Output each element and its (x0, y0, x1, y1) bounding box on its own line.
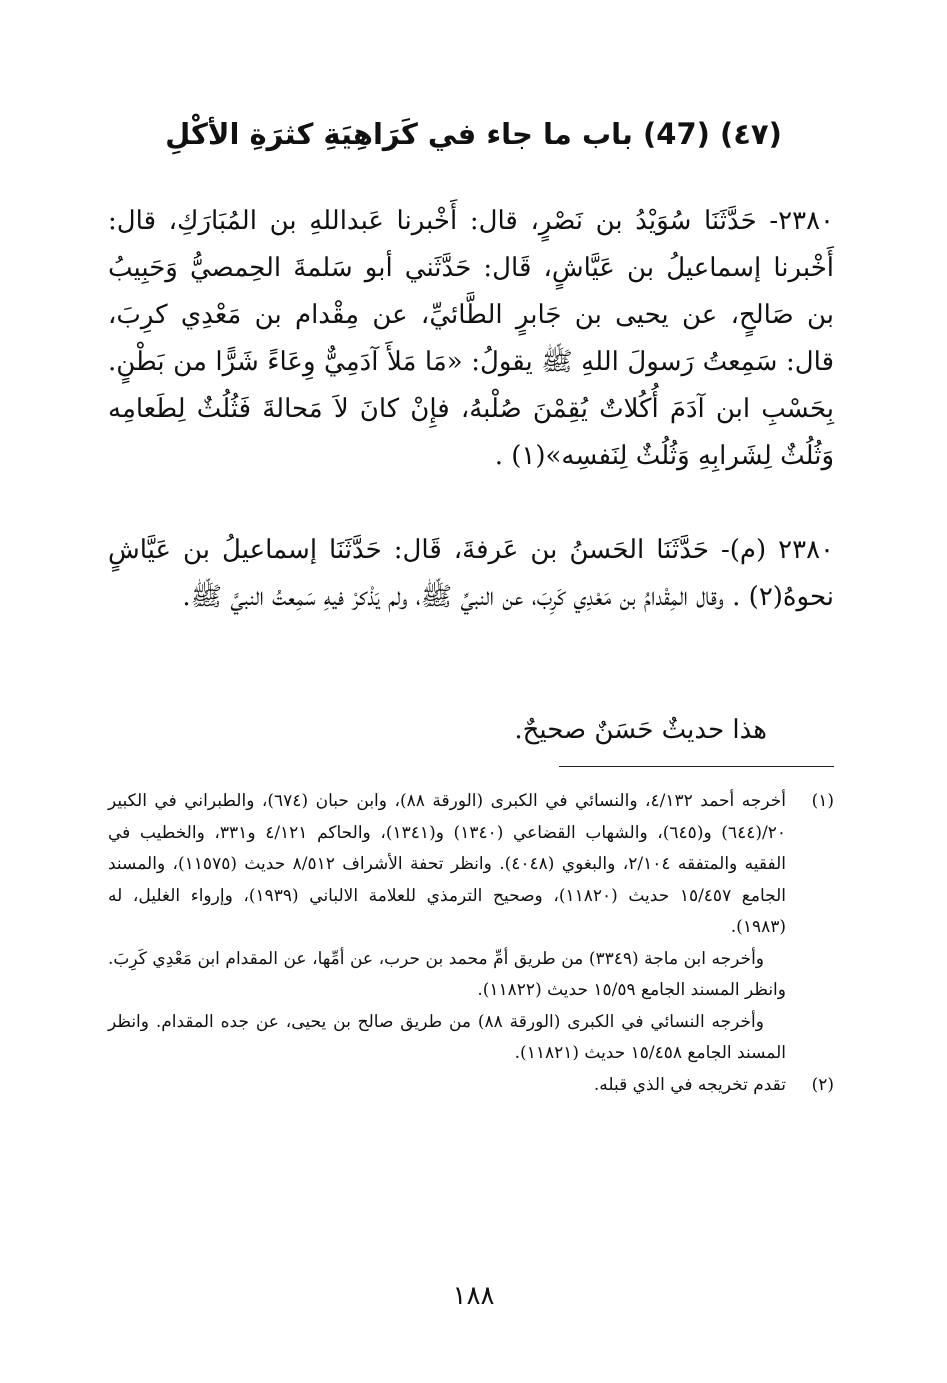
footnote-paragraph: أخرجه أحمد ٤/١٣٢، والنسائي في الكبرى (الورقة ٨٨)، وابن حبان (٦٧٤)، والطبراني في الكبير ٢٠/(٦٤٤) و(٦٤٥)، والشهاب القضاعي (١٣٤٠) و(١٣٤١)، والحاكم ٤/١٢١ و٣٣١، والخطيب في الفقيه والمتفقه ٢/١٠٤، والبغوي (٤٠٤٨). وانظر تحفة الأشراف ٨/٥١٢ حديث (١١٥٧٥)، والمسند الجامع ١٥/٤٥٧ حديث (١١٨٢٠)، وصحيح الترمذي للعلامة الالباني (١٩٣٩)، وإرواء الغليل، له (١٩٨٣). (108, 791, 787, 937)
footnote-body (108, 1070, 786, 1102)
hadith-paragraph (108, 527, 834, 621)
hadith-paragraph (108, 198, 834, 480)
chapter-title: (٤٧) (47) باب ما جاء في كَرَاهِيَةِ كثرَةِ الأكْلِ (165, 117, 782, 151)
footnote-number: (١) (811, 791, 834, 811)
footnote-paragraph: تقدم تخريجه في الذي قبله. (593, 1074, 786, 1095)
hadith-verdict: هذا حديثٌ حَسَنٌ صحيحٌ. (514, 715, 767, 745)
footnote (108, 1070, 834, 1102)
footnote-number: (٢) (811, 1074, 834, 1095)
footnote-body (108, 786, 786, 1070)
footnote-paragraph: وأخرجه النسائي في الكبرى (الورقة ٨٨) من طريق صالح بن يحيى، عن جده المقدام. وانظر المسند الجامع ١٥/٤٥٨ حديث (١١٨٢١). (108, 1011, 786, 1063)
hadith-text: ٢٣٨٠ (م)- حَدَّثَنَا الحَسنُ بن عَرفةَ، قَال: حَدَّثَنَا إسماعيلُ بن عَيَّاشٍ نحوهُ(٢) . وقال المِقْدامُ بن مَعْدِي كَرِبَ، عن النبيِّ ﷺ، ولم يَذْكرْ فيهِ سَمِعتُ النبيَّ ﷺ. (108, 535, 834, 612)
footnote-separator (559, 766, 834, 767)
page-number: ١٨٨ (452, 1281, 495, 1311)
footnote (108, 786, 834, 1070)
footnotes (108, 786, 834, 1101)
hadith-text: ٢٣٨٠- حَدَّثَنَا سُوَيْدُ بن نَصْرٍ، قال: أَخْبرنا عَبداللهِ بن المُبَارَكِ، قال: أَخْبرنا إسماعيلُ بن عَيَّاشٍ، قَال: حَدَّثَني أبو سَلمةَ الحِمصيُّ وَحَبِيبُ بن صَالحٍ، عن يحيى بن جَابرٍ الطَّائيِّ، عن مِقْدام بن مَعْدِي كرِبَ، قال: سَمِعتُ رَسولَ اللهِ ﷺ يقولُ: «مَا مَلأَ آدَمِيٌّ وِعَاءً شَرًّا من بَطْنٍ. بِحَسْبِ ابن آدَمَ أُكُلاتٌ يُقِمْنَ صُلْبهُ، فإِنْ كانَ لاَ مَحالةَ فَثُلُثٌ لِطَعامِه وَثُلُثٌ لِشَرابِهِ وَثُلُثٌ لِنَفسِه»(١) . (108, 206, 835, 471)
footnote-paragraph: وأخرجه ابن ماجة (٣٣٤٩) من طريق أمِّ محمد بن حرب، عن أمِّها، عن المقدام ابن مَعْدِي كَرِبَ. وانظر المسند الجامع ١٥/٥٩ حديث (١١٨٢٢). (108, 948, 786, 1000)
